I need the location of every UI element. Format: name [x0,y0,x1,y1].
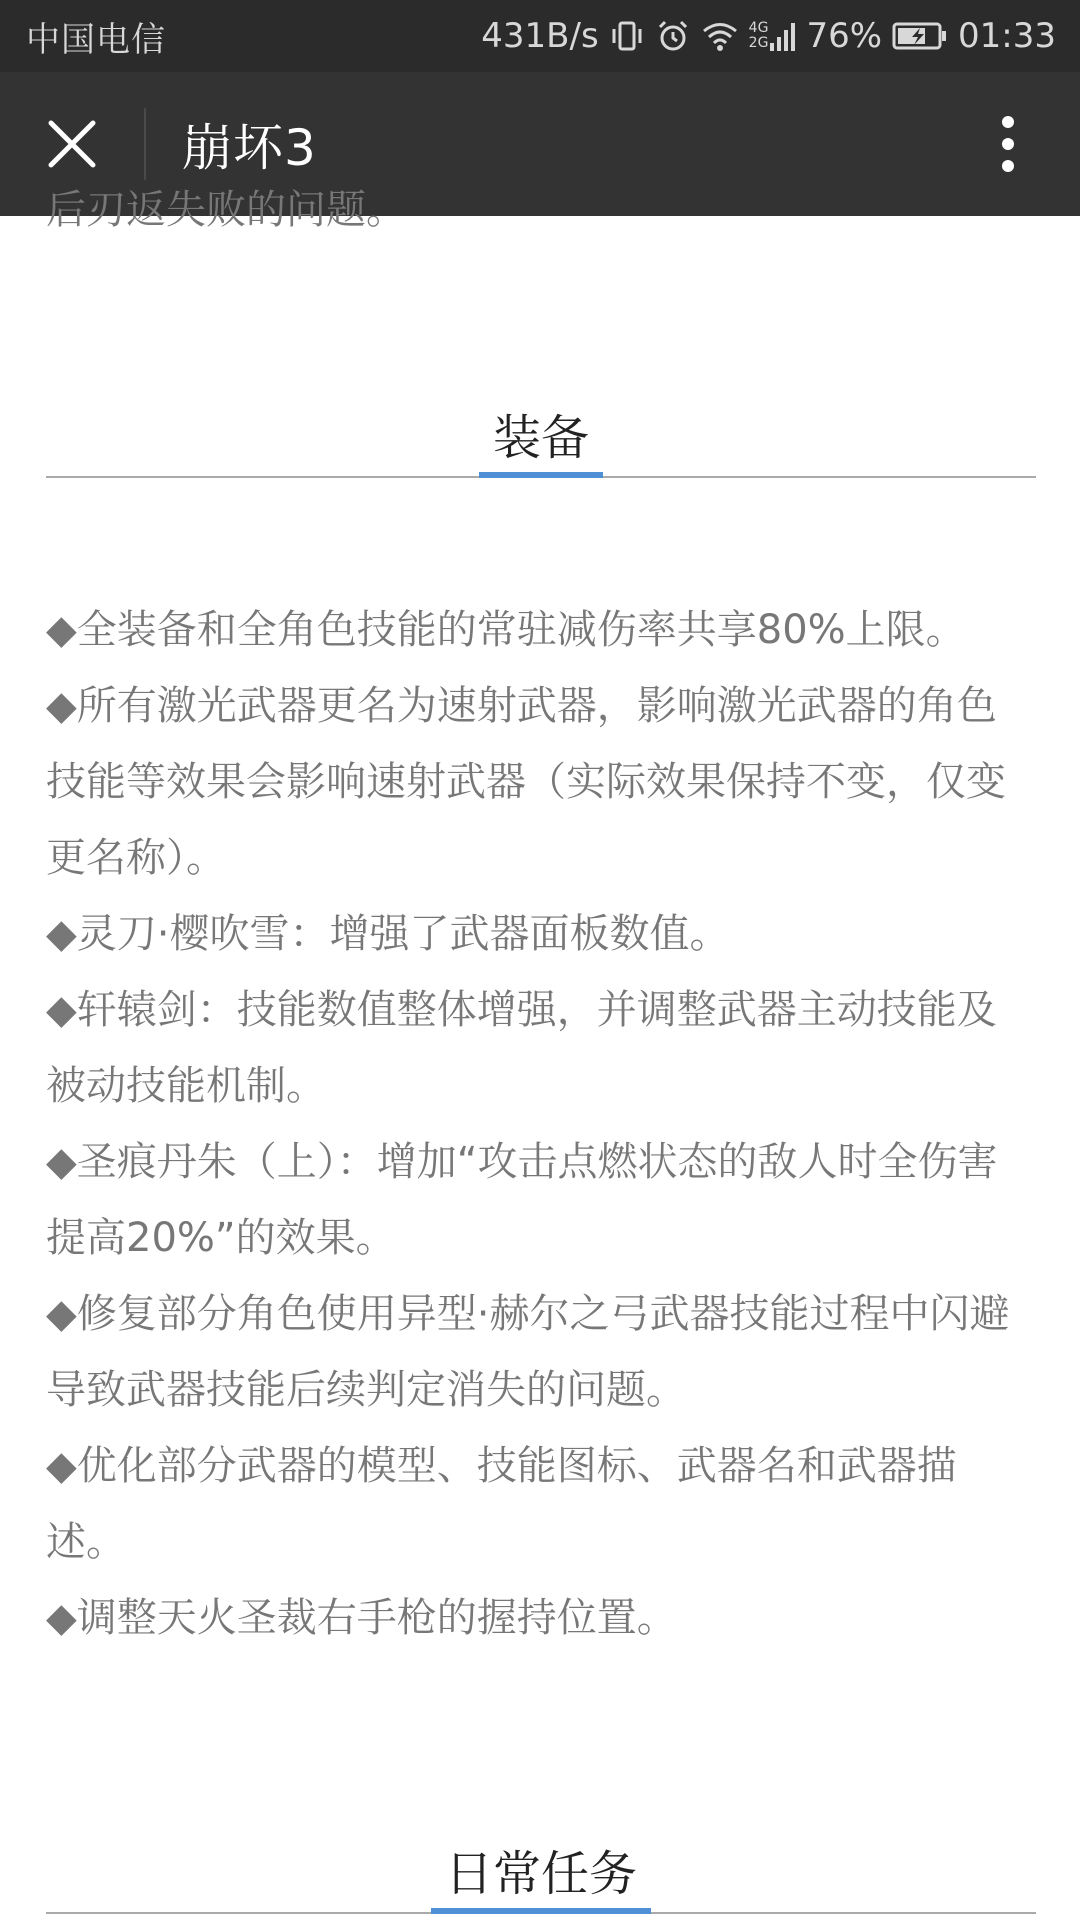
status-icons [481,16,1056,56]
section-header-equipment [46,400,1036,478]
net-speed: 431B/s [481,16,599,56]
page-title: 崩坏3 [182,119,317,177]
more-vertical-icon [1000,114,1016,174]
network-type-bottom: 2G [748,35,769,51]
list-item: ◆优化部分武器的模型、技能图标、武器名和武器描述。 [46,1443,957,1565]
section-title-equipment: 装备 [479,400,603,476]
close-icon [47,119,97,169]
list-item: ◆全装备和全角色技能的常驻减伤率共享80%上限。 [46,607,966,653]
paragraph-fragment: 后刃返失败的问题。 [46,187,406,233]
section-title-daily-tasks: 日常任务 [431,1836,651,1912]
article-content[interactable] [0,187,1080,1920]
list-item: ◆调整天火圣裁右手枪的握持位置。 [46,1595,677,1641]
battery-percent: 76% [806,16,883,56]
network-type-top: 4G [748,20,769,36]
equipment-list [46,592,1036,1656]
status-bar [0,0,1080,72]
carrier-name: 中国电信 [26,19,166,60]
alarm-icon [655,18,691,54]
list-item: ◆所有激光武器更名为速射武器，影响激光武器的角色技能等效果会影响速射武器（实际效果保持不变，仅变更名称）。 [46,683,1006,881]
article-body [46,172,1036,1914]
clock-time: 01:33 [958,16,1056,56]
list-item: ◆灵刀·樱吹雪：增强了武器面板数值。 [46,911,730,957]
battery-icon [892,21,948,51]
list-item: ◆修复部分角色使用异型·赫尔之弓武器技能过程中闪避导致武器技能后续判定消失的问题。 [46,1291,1010,1413]
section-header-daily-tasks [46,1836,1036,1914]
vibrate-icon [609,18,645,54]
signal-icon [749,21,797,51]
list-item: ◆圣痕丹朱（上）：增加“攻击点燃状态的敌人时全伤害提高20%”的效果。 [46,1139,998,1261]
wifi-icon [701,18,739,54]
list-item: ◆轩辕剑：技能数值整体增强，并调整武器主动技能及被动技能机制。 [46,987,997,1109]
title-divider [144,108,146,180]
